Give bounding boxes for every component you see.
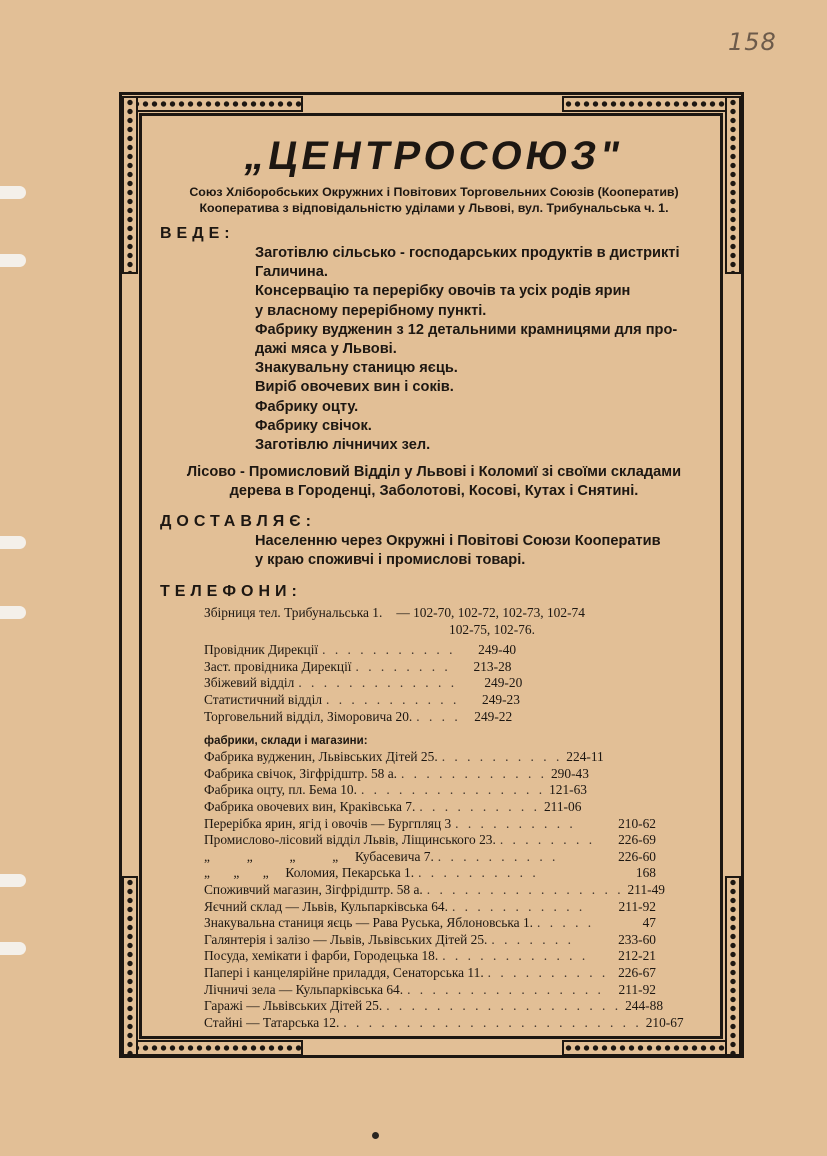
activity-line: Виріб овочевих вин і соків. [255,379,454,396]
binder-hole [0,254,26,267]
section-heading-dostavlyae: ДОСТАВЛЯЄ: [160,512,316,530]
ornament-left-bottom [122,876,138,1056]
factory-row: Споживчий магазин, Зігфрідштр. 58 а. . . . . . . . . . . . . . . . . 211-49 [204,881,665,897]
factory-number: 244-88 [625,998,664,1014]
forest-line: Лісово - Промисловий Відділ у Львові і Коломиї зі своїми складами [186,464,682,481]
document-body [160,132,708,1031]
phone-number: 249-23 [482,692,520,708]
factory-row: Галянтерія і залізо — Львів, Львівських Дітей 25. . . . . . . . 233-60 [204,931,656,947]
activity-line: дажі мяса у Львові. [255,341,397,358]
factory-row: „ „ „ „ Кубасевича 7. . . . . . . . . . . 226-60 [204,848,656,864]
section-heading-vede: ВЕДЕ: [160,225,235,242]
factories-directory [204,749,684,1031]
activity-line: Галичина. [255,264,328,281]
activity-line: Заготівлю лічничих зел. [255,437,431,454]
phone-label: Провідник Дирекції [204,642,319,658]
phone-row: Збіжевий відділ . . . . . . . . . . . . . 249-20 [204,675,523,691]
phone-number: 249-22 [474,708,513,724]
factory-number: 224-11 [566,749,604,765]
factory-label: Знакувальна станиця яєць — Рава Руська, Яблоновська 1. [204,915,533,931]
ink-dot [372,1132,379,1139]
factory-number: 226-67 [618,964,656,980]
factory-label: Лічничі зела — Кульпарківська 64. [204,981,404,997]
phone-row: Торговельний відділ, Зіморовича 20. . . . . 249-22 [204,708,513,724]
ornament-bottom-left [121,1040,303,1056]
factory-number: 211-92 [618,981,656,997]
factory-row: Посуда, хемікати і фарби, Городецька 18. . . . . . . . . . . . . 212-21 [204,948,656,964]
binder-hole [0,874,26,887]
phone-number: 249-20 [484,675,523,691]
phone-directory [204,605,654,725]
factory-number: 211-92 [618,898,656,914]
factory-label: Перерібка ярин, ягід і овочів — Бургпляц 3 [204,815,452,831]
factory-row: Фабрика вудженин, Львівських Дітей 25. . . . . . . . . . . 224-11 [204,749,604,765]
factory-label: Фабрика овочевих вин, Краківська 7. [204,798,416,814]
activity-line: Знакувальну станицю яєць. [255,360,458,377]
activity-line: Консервацію та перерібку овочів та усіх родів ярин [255,283,631,300]
activity-line: Заготівлю сільсько - господарських продуктів в дистрикті [255,245,680,261]
forest-line: дерева в Городенці, Заболотові, Косові, Кутах і Снятині. [229,483,639,500]
page-number: 158 [728,28,777,56]
ornament-top-right [562,96,742,112]
factory-label: Папері і канцелярійне приладдя, Сенаторська 11. [204,964,484,980]
factory-number: 210-62 [618,815,656,831]
factory-number: 211-06 [543,798,582,814]
factory-label: „ „ „ „ Кубасевича 7. [204,848,434,864]
phone-label: Статистичний відділ [204,692,322,708]
factory-row: „ „ „ Коломия, Пекарська 1. . . . . . . . . . . 168 [204,865,656,881]
delivery-line: Населенню через Окружні і Повітові Союзи Кооператив [255,532,661,549]
factory-label: Фабрика свічок, Зігфрідштр. 58 а. [204,765,397,781]
factory-row: Фабрика свічок, Зігфрідштр. 58 а. . . . . . . . . . . . . 290-43 [204,765,589,781]
subtitle [160,184,708,216]
factory-row: Папері і канцелярійне приладдя, Сенаторська 11. . . . . . . . . . . 226-67 [204,964,656,980]
factory-row: Промислово-лісовий відділ Львів, Ліщинського 23. . . . . . . . . 226-69 [204,832,656,848]
factory-row: Знакувальна станиця яєць — Рава Руська, Яблоновська 1. . . . . . 47 [204,915,656,931]
switchboard-label: Збірниця тел. Трибунальська 1. [204,605,383,621]
subtitle-line: Кооператива з відповідальністю уділами у Львові, вул. Трибунальська ч. 1. [199,201,669,215]
activity-line: Фабрику свічок. [255,417,372,434]
factory-number: 212-21 [618,948,656,964]
factory-label: Гаражі — Львівських Дітей 25. [204,998,383,1014]
factories-heading: фабрики, склади і магазини: [204,735,368,748]
factory-label: Фабрика оцту, пл. Бема 10. [204,782,357,798]
factory-label: „ „ „ Коломия, Пекарська 1. [204,865,415,881]
factory-row: Перерібка ярин, ягід і овочів — Бургпляц 3 . . . . . . . . . . 210-62 [204,815,656,831]
ornament-bottom-right [562,1040,742,1056]
phone-row: Заст. провідника Дирекції . . . . . . . . 213-28 [204,658,512,674]
phone-label: Збіжевий відділ [204,675,295,691]
phone-label: Заст. провідника Дирекції [204,658,352,674]
phone-number: 213-28 [473,658,512,674]
factory-row: Гаражі — Львівських Дітей 25. . . . . . . . . . . . . . . . . . . . 244-88 [204,998,664,1014]
binder-hole [0,536,26,549]
factory-number: 121-63 [549,782,587,798]
factory-label: Споживчий магазин, Зігфрідштр. 58 а. [204,881,423,897]
factory-number: 210-67 [645,1014,684,1030]
phone-label: Торговельний відділ, Зіморовича 20. [204,708,413,724]
delivery-text [255,532,708,570]
activity-line: Фабрику вудженин з 12 детальними крамницями для про- [255,321,678,338]
factory-label: Яєчний склад — Львів, Кульпарківська 64. [204,898,448,914]
switchboard-numbers: — 102-70, 102-72, 102-73, 102-74 [396,605,585,621]
factory-number: 211-49 [627,881,665,897]
factory-label: Стайні — Татарська 12. [204,1014,340,1030]
activity-line: у власному перерібному пункті. [255,302,487,319]
ornament-right-top [725,96,741,274]
forest-department [160,463,708,501]
factory-row: Фабрика овочевих вин, Краківська 7. . . . . . . . . . . 211-06 [204,798,582,814]
subtitle-line: Союз Хліборобських Окружних і Повітових Торговельних Союзів (Кооператив) [189,185,679,199]
binder-hole [0,186,26,199]
factory-number: 233-60 [618,931,656,947]
section-heading-phones: ТЕЛЕФОНИ: [160,583,302,601]
factory-number: 226-60 [618,848,656,864]
ornament-right-bottom [725,876,741,1056]
factory-number: 290-43 [550,765,589,781]
ornament-top-left [121,96,303,112]
factory-number: 47 [642,915,656,931]
activity-line: Фабрику оцту. [255,398,359,415]
binder-hole [0,606,26,619]
factory-row: Лічничі зела — Кульпарківська 64. . . . . . . . . . . . . . . . . 211-92 [204,981,656,997]
factory-label: Посуда, хемікати і фарби, Городецька 18. [204,948,439,964]
ornament-left-top [122,96,138,274]
factory-label: Промислово-лісовий відділ Львів, Ліщинського 23. [204,832,496,848]
factory-row: Стайні — Татарська 12. . . . . . . . . . . . . . . . . . . . . . . . . 210-67 [204,1014,684,1030]
factory-number: 168 [635,865,656,881]
factory-label: Фабрика вудженин, Львівських Дітей 25. [204,749,438,765]
factory-label: Галянтерія і залізо — Львів, Львівських Дітей 25. [204,931,488,947]
phone-number: 249-40 [478,642,517,658]
binder-hole [0,942,26,955]
delivery-line: у краю споживчі і промислові товарі. [255,551,526,568]
switchboard-row [204,605,654,622]
factory-number: 226-69 [618,832,656,848]
document-title: „ЦЕНТРОСОЮЗ" [240,134,628,178]
factory-row: Яєчний склад — Львів, Кульпарківська 64. . . . . . . . . . . . 211-92 [204,898,656,914]
factory-row: Фабрика оцту, пл. Бема 10. . . . . . . . . . . . . . . . 121-63 [204,782,587,798]
phone-row: Провідник Дирекції . . . . . . . . . . . 249-40 [204,642,517,658]
phone-row: Статистичний відділ . . . . . . . . . . . 249-23 [204,692,520,708]
switchboard-numbers-continued: 102-75, 102-76. [449,621,535,637]
activities-list [255,244,708,455]
